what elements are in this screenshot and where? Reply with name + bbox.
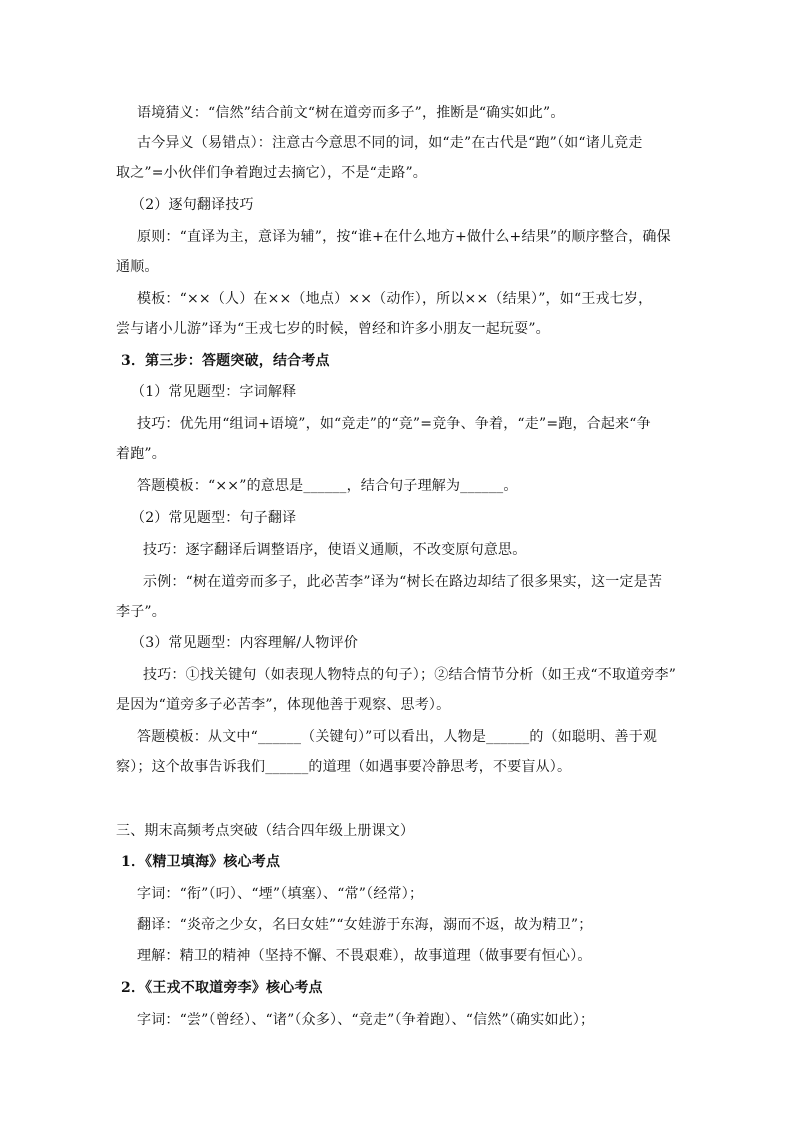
subheading-content-understanding: （3）常见题型：内容理解/人物评价 [131, 635, 359, 651]
section-heading-final-exam: 三、期末高频考点突破（结合四年级上册课文） [116, 823, 415, 839]
heading-wangrong: 2．《王戎不取道旁李》核心考点 [121, 980, 323, 996]
paragraph-principle-cont: 通顺。 [116, 259, 159, 275]
paragraph-ancient-modern-meaning: 古今异义（易错点）：注意古今意思不同的词，如“走”在古代是“跑”（如“诸儿竞走 [137, 135, 643, 151]
heading-step-three: 3．第三步：答题突破，结合考点 [121, 353, 330, 369]
subheading-word-explanation: （1）常见题型：字词解释 [131, 384, 297, 400]
paragraph-jingwei-understanding: 理解：精卫的精神（坚持不懈、不畏艰难），故事道理（做事要有恒心）。 [137, 948, 592, 964]
heading-jingwei: 1．《精卫填海》核心考点 [121, 854, 281, 870]
paragraph-word-answer-template: 答题模板：“××”的意思是______，结合句子理解为______。 [137, 478, 518, 494]
paragraph-principle: 原则：“直译为主，意译为辅”，按“谁+在什么地方+做什么+结果”的顺序整合，确保 [137, 229, 671, 245]
subheading-sentence-translation: （2）逐句翻译技巧 [131, 197, 254, 213]
paragraph-jingwei-words: 字词：“衔”（叼）、“堙”（填塞）、“常”（经常）； [137, 886, 424, 902]
paragraph-understanding-answer-template: 答题模板：从文中“______（关键句）”可以看出，人物是______的（如聪明、善于观 [137, 729, 658, 745]
paragraph-wangrong-words: 字词：“尝”（曾经）、“诸”（众多）、“竞走”（争着跑）、“信然”（确实如此）； [137, 1012, 595, 1028]
paragraph-template: 模板：“××（人）在××（地点）××（动作），所以××（结果）”，如“王戎七岁， [137, 291, 653, 307]
paragraph-ancient-modern-meaning-cont: 取之”=小伙伴们争着跑过去摘它），不是“走路”。 [116, 165, 428, 181]
paragraph-word-technique-cont: 着跑”。 [116, 446, 166, 462]
paragraph-word-technique: 技巧：优先用“组词+语境”，如“竞走”的“竞”=竞争、争着，“走”=跑，合起来“争 [137, 416, 651, 432]
paragraph-translation-technique: 技巧：逐字翻译后调整语序，使语义通顺，不改变原句意思。 [143, 542, 527, 558]
paragraph-jingwei-translation: 翻译：“炎帝之少女，名曰女娃”“女娃游于东海，溺而不返，故为精卫”； [137, 917, 593, 933]
subheading-sentence-translation-type: （2）常见题型：句子翻译 [131, 510, 297, 526]
paragraph-understanding-technique: 技巧：①找关键句（如表现人物特点的句子）；②结合情节分析（如王戎“不取道旁李” [143, 667, 677, 683]
paragraph-context-guess: 语境猜义：“信然”结合前文“树在道旁而多子”，推断是“确实如此”。 [137, 105, 565, 121]
paragraph-translation-example: 示例：“树在道旁而多子，此必苦李”译为“树长在路边却结了很多果实，这一定是苦 [143, 574, 663, 590]
paragraph-understanding-technique-cont: 是因为“道旁多子必苦李”，体现他善于观察、思考）。 [116, 697, 451, 713]
paragraph-understanding-answer-template-cont: 察）；这个故事告诉我们______的道理（如遇事要冷静思考，不要盲从）。 [116, 759, 572, 775]
paragraph-template-cont: 尝与诸小儿游”译为“王戎七岁的时候，曾经和许多小朋友一起玩耍”。 [116, 321, 550, 337]
paragraph-translation-example-cont: 李子”。 [116, 604, 166, 620]
